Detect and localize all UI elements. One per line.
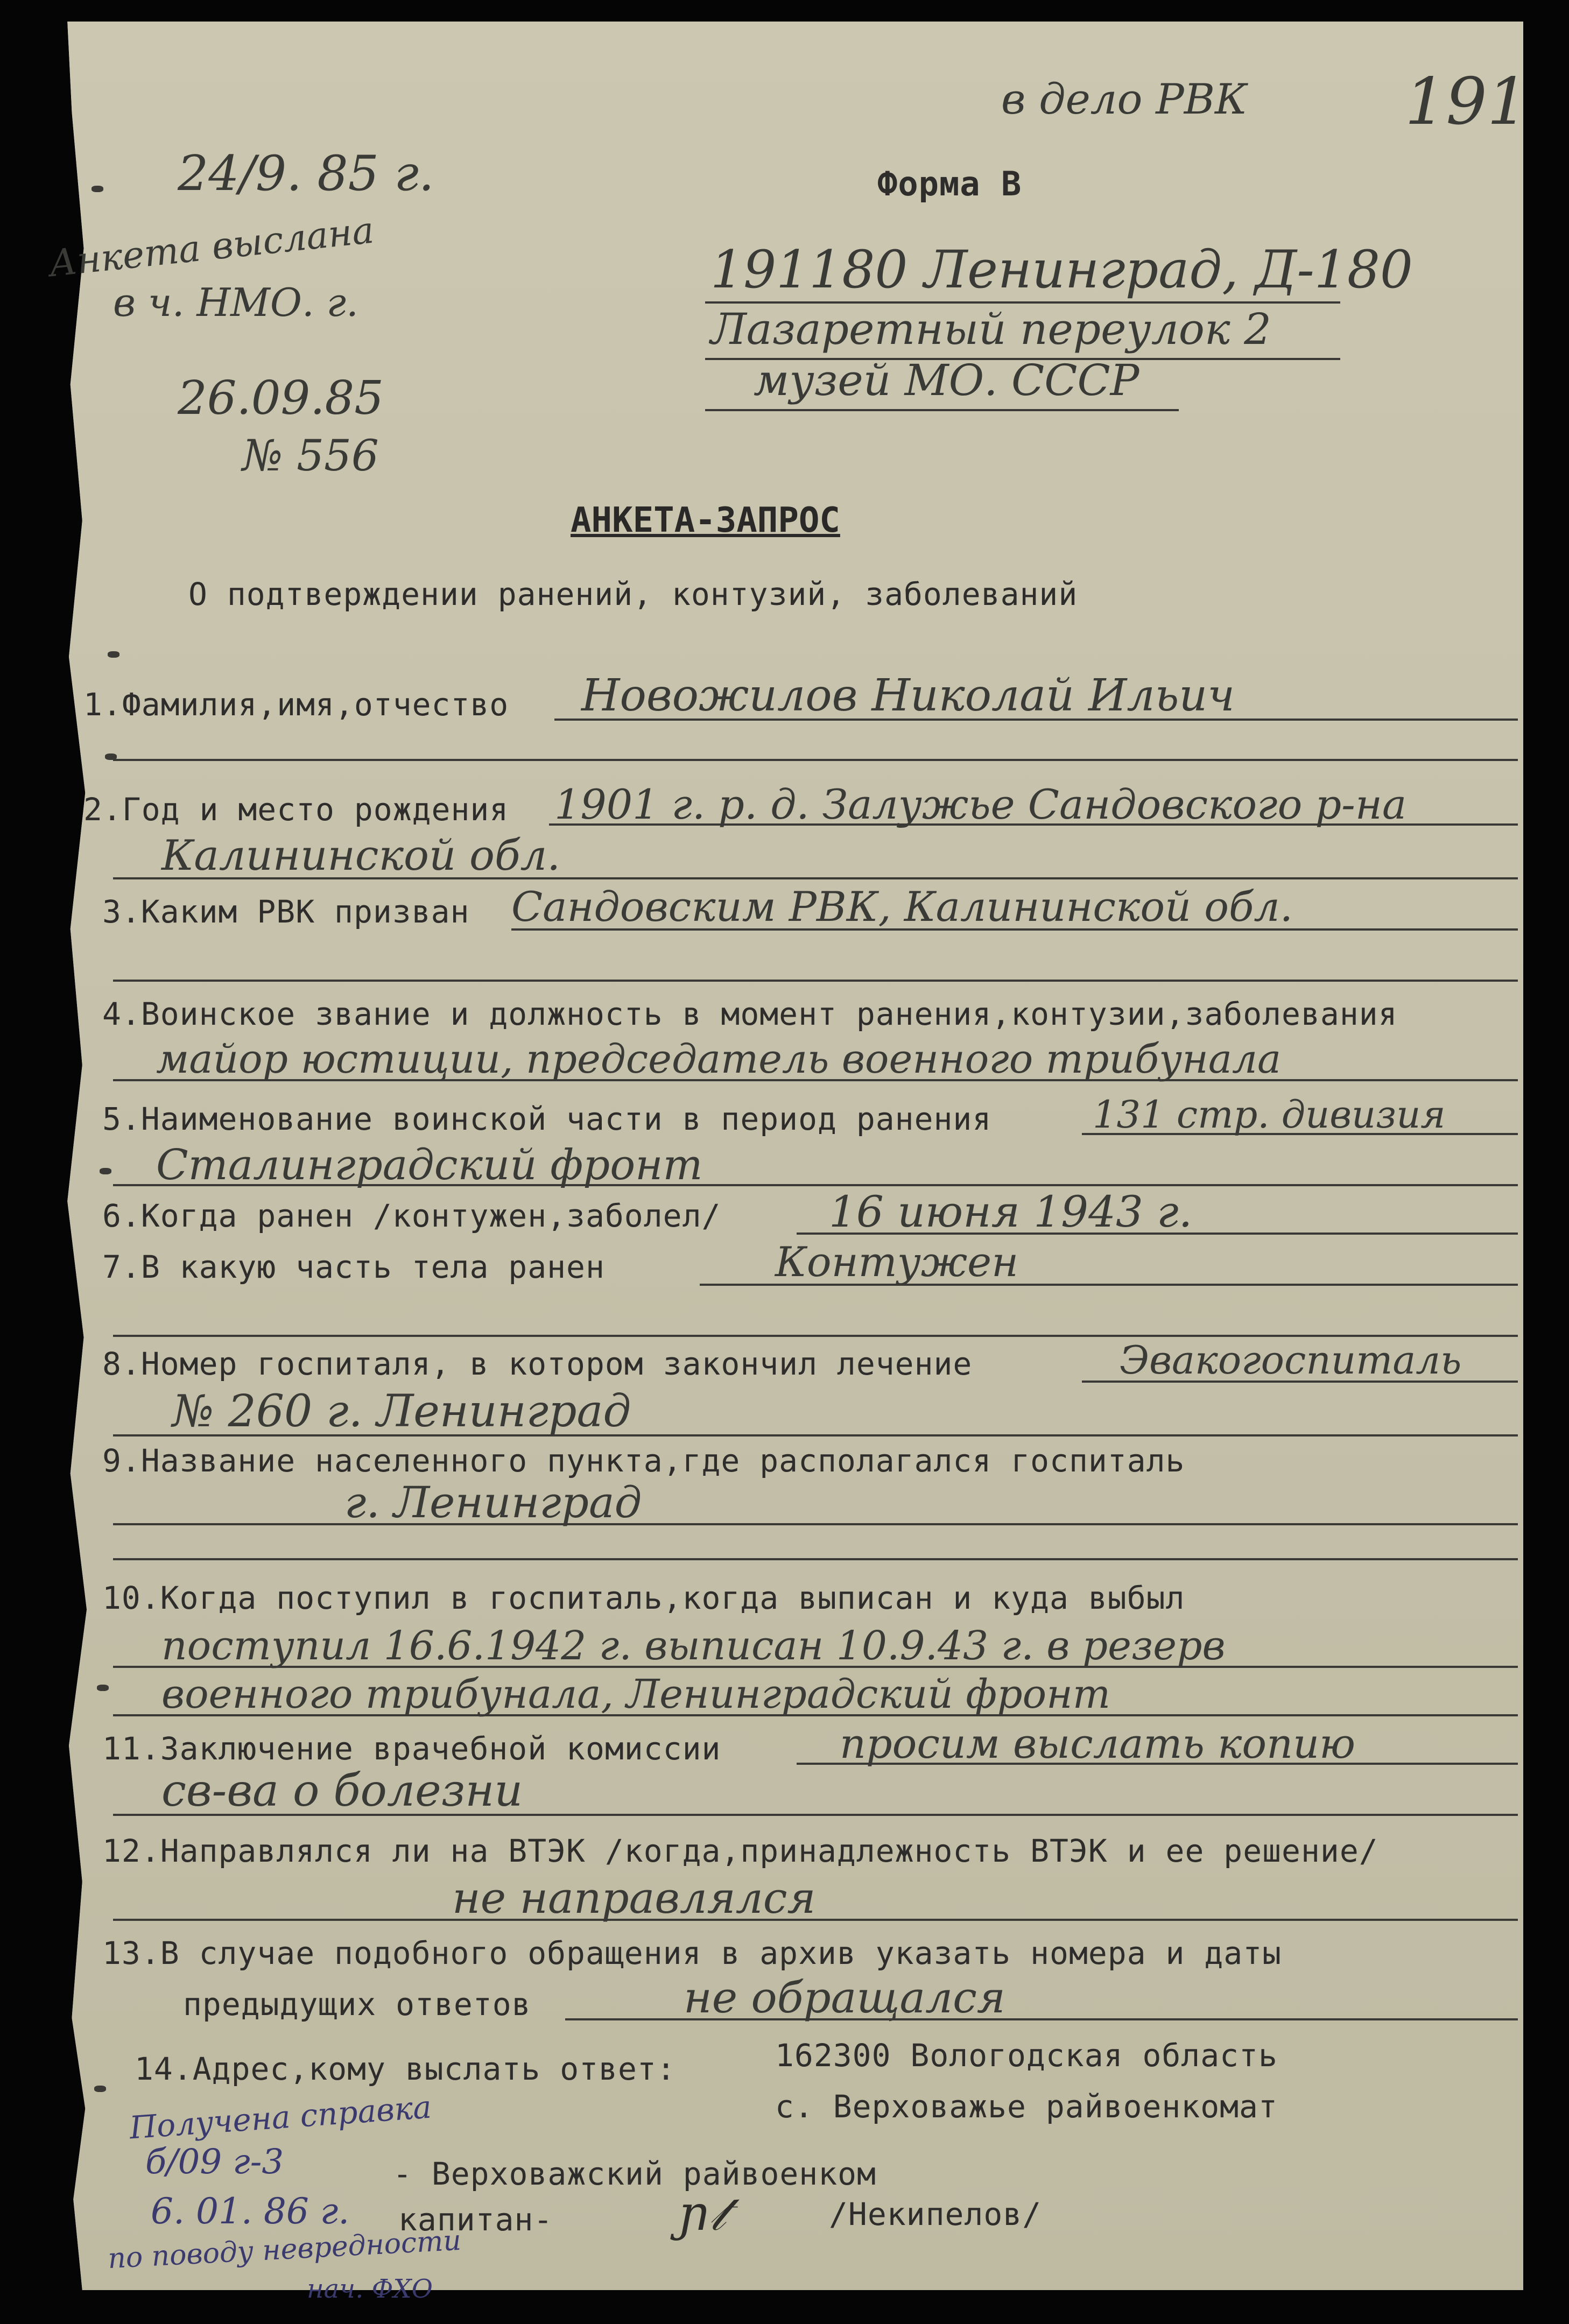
field-1-label: 1.Фамилия,имя,отчество	[83, 686, 509, 723]
field-12-value: не направлялся	[452, 1873, 816, 1923]
field-12-label: 12.Направлялся ли на ВТЭК /когда,принадлежность ВТЭК и ее решение/	[102, 1833, 1378, 1869]
field-3-value: Сандовским РВК, Калининской обл.	[511, 883, 1293, 931]
signature-rank: капитан-	[398, 2201, 553, 2238]
field-8-label: 8.Номер госпиталя, в котором закончил лечение	[102, 1346, 973, 1382]
ink-dot	[92, 186, 103, 192]
blue-note-line2: б/09 г-3	[145, 2142, 284, 2182]
field-3-line2	[113, 980, 1518, 982]
field-5-line2	[113, 1184, 1518, 1186]
field-6-line	[797, 1233, 1518, 1235]
signature-name: /Некипелов/	[829, 2196, 1042, 2233]
field-7-line	[700, 1284, 1518, 1286]
field-7-value: Контужен	[775, 1238, 1019, 1286]
field-11-line	[797, 1763, 1518, 1765]
field-13-label: 13.В случае подобного обращения в архив указать номера и даты	[102, 1935, 1282, 1971]
field-7-label: 7.В какую часть тела ранен	[102, 1249, 605, 1285]
field-6-label: 6.Когда ранен /контужен,заболел/	[102, 1198, 721, 1234]
field-2-line	[549, 823, 1518, 826]
ink-dot	[105, 753, 117, 760]
ink-dot	[108, 651, 119, 658]
file-note: в дело РВК	[1001, 75, 1248, 124]
field-3-line	[511, 928, 1518, 931]
field-11-value2: св-ва о болезни	[161, 1765, 523, 1816]
field-8-value: Эвакогоспиталь	[1120, 1337, 1462, 1383]
field-5-value2: Сталинградский фронт	[156, 1141, 703, 1189]
address-line1: 191180 Ленинград, Д-180	[710, 240, 1413, 300]
field-8-line2	[113, 1434, 1518, 1436]
sent-note-line2: в ч. НМО. г.	[113, 280, 358, 325]
blue-note-line1: Получена справка	[128, 2088, 433, 2146]
field-14-label: 14.Адрес,кому выслать ответ:	[135, 2051, 676, 2087]
signature-mark: ɲ𝓉	[678, 2185, 726, 2242]
field-5-value: 131 стр. дивизия	[1093, 1093, 1446, 1137]
field-10-value2: военного трибунала, Ленинградский фронт	[161, 1671, 1111, 1717]
field-6-value: 16 июня 1943 г.	[829, 1187, 1193, 1237]
field-13-line	[565, 2018, 1518, 2020]
sent-note-line1: Анкета выслана	[47, 209, 376, 286]
registration-number: № 556	[242, 431, 379, 481]
field-11-value: просим выслать копию	[840, 1720, 1355, 1767]
field-2-line2	[113, 877, 1518, 879]
field-10-line2	[113, 1714, 1518, 1716]
signature-office: - Верховажский райвоенком	[393, 2156, 876, 2192]
field-13-value: не обращался	[684, 1973, 1005, 2023]
field-9-value: г. Ленинград	[344, 1477, 642, 1527]
field-10-label: 10.Когда поступил в госпиталь,когда выписан и куда выбыл	[102, 1580, 1185, 1616]
form-subtitle: О подтверждении ранений, контузий, заболеваний	[188, 576, 1078, 612]
field-2-label: 2.Год и место рождения	[83, 791, 509, 828]
blue-note-line4: по поводу невредности	[107, 2224, 462, 2276]
field-4-label: 4.Воинское звание и должность в момент ранения,контузии,заболевания	[102, 996, 1398, 1032]
ink-dot	[94, 2086, 106, 2092]
registration-date: 26.09.85	[178, 371, 384, 425]
field-12-line	[113, 1919, 1518, 1921]
field-9-line2	[113, 1558, 1518, 1560]
field-5-line	[1082, 1133, 1518, 1135]
address-underline1	[705, 301, 1340, 304]
field-9-label: 9.Название населенного пункта,где располагался госпиталь	[102, 1442, 1185, 1479]
field-10-line	[113, 1666, 1518, 1668]
field-1-line2	[113, 759, 1518, 761]
field-10-value: поступил 16.6.1942 г. выписан 10.9.43 г. в резерв	[161, 1623, 1226, 1669]
address-line3: музей МО. СССР	[754, 355, 1139, 405]
field-11-line2	[113, 1814, 1518, 1816]
field-3-label: 3.Каким РВК призван	[102, 893, 470, 930]
field-11-label: 11.Заключение врачебной комиссии	[102, 1730, 721, 1767]
field-14-address2: с. Верховажье райвоенкомат	[775, 2088, 1278, 2125]
field-2-value: 1901 г. р. д. Залужье Сандовского р-на	[554, 780, 1407, 828]
ink-dot	[100, 1168, 111, 1174]
blue-note-line5: нач. ФХО	[307, 2274, 433, 2304]
page-number: 191	[1405, 65, 1529, 139]
field-1-line	[554, 719, 1518, 721]
field-4-value: майор юстиции, председатель военного трибунала	[156, 1036, 1282, 1082]
field-8-value2: № 260 г. Ленинград	[172, 1386, 631, 1437]
field-2-value2: Калининской обл.	[161, 832, 561, 880]
address-line2: Лазаретный переулок 2	[710, 304, 1272, 354]
field-4-line	[113, 1079, 1518, 1081]
field-5-label: 5.Наименование воинской части в период ранения	[102, 1101, 992, 1137]
address-underline3	[705, 409, 1179, 411]
field-1-value: Новожилов Николай Ильич	[581, 670, 1235, 721]
form-title: АНКЕТА-ЗАПРОС	[571, 501, 840, 540]
form-label: Форма В	[877, 164, 1022, 203]
field-8-line	[1082, 1381, 1518, 1383]
date-note: 24/9. 85 г.	[178, 145, 434, 202]
field-9-line	[113, 1523, 1518, 1525]
blue-note-line3: 6. 01. 86 г.	[151, 2191, 350, 2232]
field-13-label2: предыдущих ответов	[183, 1986, 531, 2023]
field-7-line2	[113, 1335, 1518, 1337]
field-14-address1: 162300 Вологодская область	[775, 2037, 1278, 2074]
ink-dot	[97, 1685, 109, 1691]
